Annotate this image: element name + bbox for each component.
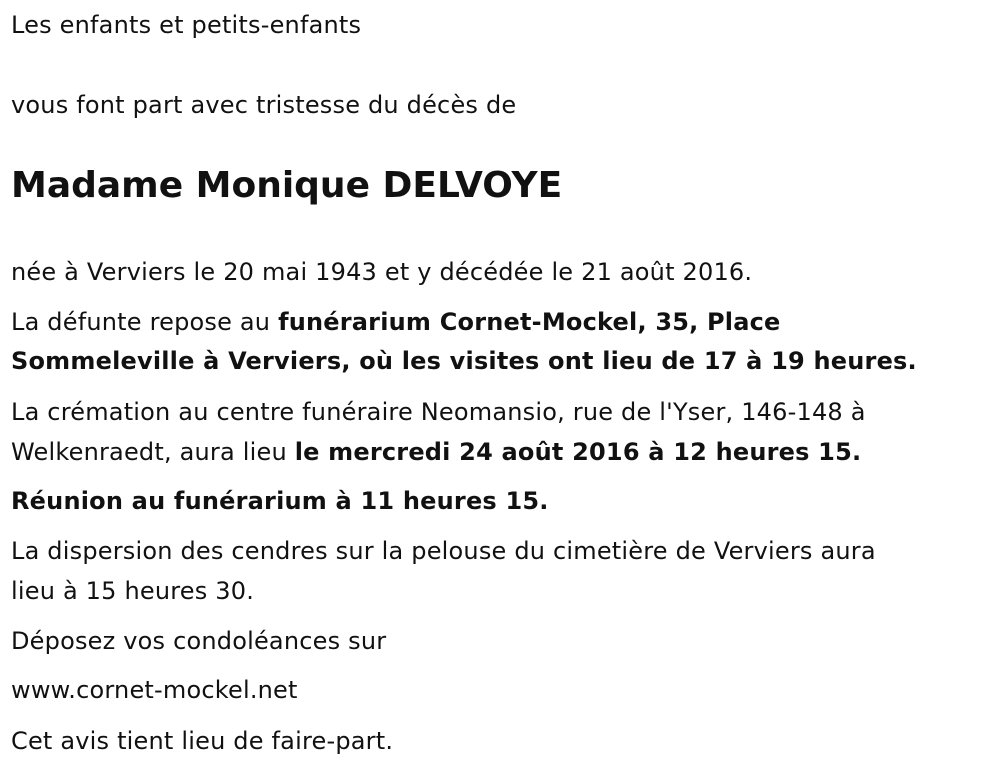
website-link[interactable]: www.cornet-mockel.net bbox=[11, 676, 298, 704]
intro-text: Les enfants et petits-enfants bbox=[11, 11, 362, 39]
closing-text: Cet avis tient lieu de faire-part. bbox=[11, 727, 394, 755]
cremation-line-1: La crémation au centre funéraire Neomansio, rue de l'Yser, 146-148 à bbox=[11, 398, 866, 426]
meeting-line bbox=[11, 481, 549, 521]
condolences-text: Déposez vos condoléances sur bbox=[11, 627, 387, 655]
rest-line-2 bbox=[11, 341, 917, 381]
deceased-name: Madame Monique DELVOYE bbox=[11, 165, 563, 206]
rest-bold-1: funérarium Cornet-Mockel, 35, Place bbox=[278, 308, 781, 336]
dispersion-line-1: La dispersion des cendres sur la pelouse du cimetière de Verviers aura bbox=[11, 537, 876, 565]
cremation-bold: le mercredi 24 août 2016 à 12 heures 15. bbox=[294, 438, 862, 466]
birth-death-text: née à Verviers le 20 mai 1943 et y décédée le 21 août 2016. bbox=[11, 258, 753, 286]
rest-line-1 bbox=[11, 302, 781, 342]
dispersion-line-2: lieu à 15 heures 30. bbox=[11, 577, 255, 605]
announce-text: vous font part avec tristesse du décès de bbox=[11, 91, 517, 119]
meeting-text: Réunion au funérarium à 11 heures 15. bbox=[11, 487, 549, 515]
cremation-prefix: Welkenraedt, aura lieu bbox=[11, 438, 295, 466]
cremation-line-2 bbox=[11, 432, 861, 472]
rest-bold-2: Sommeleville à Verviers, où les visites ont lieu de 17 à 19 heures. bbox=[11, 347, 917, 375]
rest-prefix: La défunte repose au bbox=[11, 308, 279, 336]
